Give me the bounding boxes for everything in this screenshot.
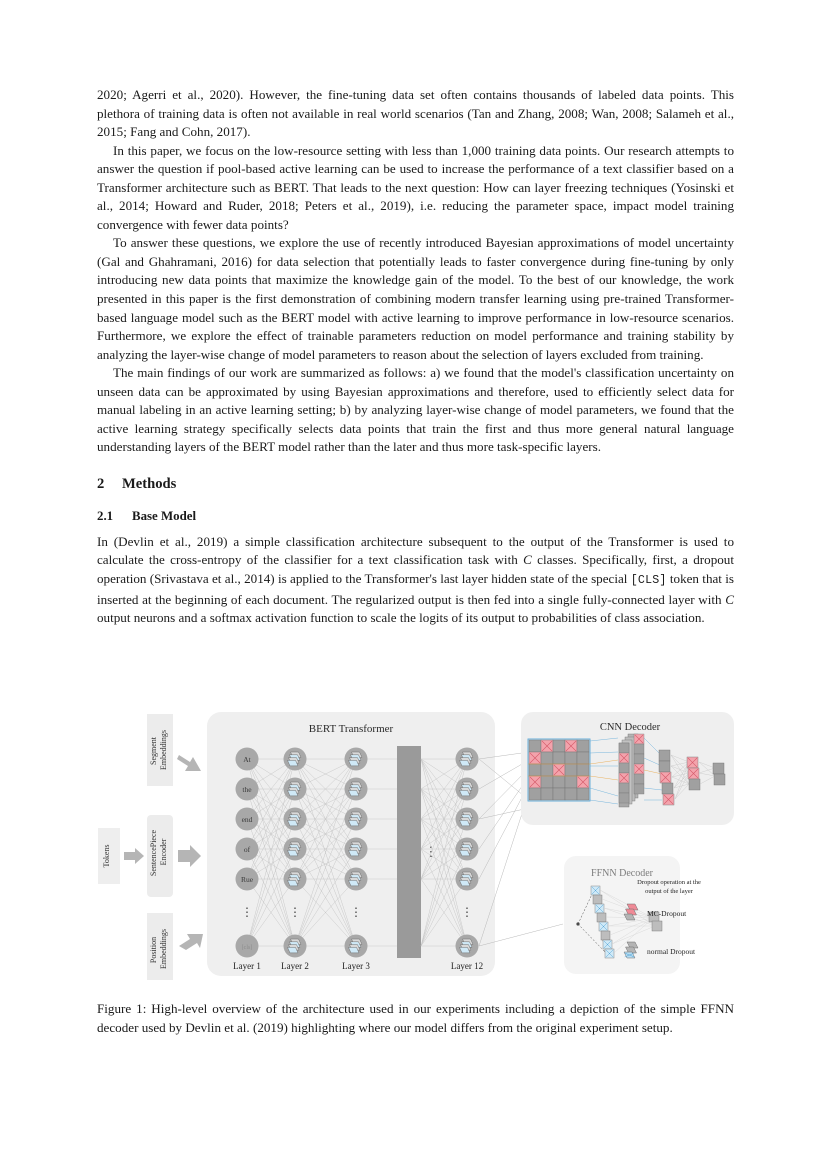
paper-body (97, 86, 734, 628)
layer3-ellipsis: ⋮ (350, 905, 362, 919)
token-label: the (242, 785, 252, 794)
bert-node (345, 748, 368, 771)
bert-node (456, 868, 479, 891)
figure-caption-text: High-level overview of the architecture used in our experiments including a depiction of the simple FFNN decoder used by Devlin et al. (2019) highlighting where our model differs from the original experiment setup. (97, 1001, 734, 1035)
arrow-tokens-to-encoder (124, 848, 144, 864)
subsection-number: 2.1 (97, 509, 114, 524)
position-label-line1: Position (149, 936, 158, 964)
token-node (236, 838, 259, 861)
subsection-title: Base Model (132, 509, 197, 524)
bert-node (284, 838, 307, 861)
symbol-c-2: C (725, 591, 734, 607)
paragraph-3: To answer these questions, we explore the use of recently introduced Bayesian approximations of model uncertainty (Gal and Ghahramani, 2016) for data selection that potentially leads to faster convergence during fine-tuning by only introducing new data points that maximize the knowledge gain of the model. To the best of our knowledge, the work presented in this paper is the first demonstration of combining modern transfer learning using pre-trained Transformer-based language model such as the BERT model with active learning to improve performance in low-resource scenarios. Furthermore, we explore the effect of trainable parameters reduction on model performance and training stability by analyzing the layer-wise change of model parameters to reason about the selection of layers excluded from training. (97, 235, 734, 362)
segment-label-line2: Embeddings (159, 730, 168, 770)
base-text-part3: token that is inserted at the beginning of each document. The regularized output is then fed into a single fully-connected layer with (97, 571, 734, 607)
symbol-c-1: C (523, 552, 532, 568)
bert-panel-title: BERT Transformer (308, 723, 394, 735)
token-label: Rue (240, 875, 254, 884)
token-label: At (243, 755, 251, 764)
section-heading-methods (97, 476, 734, 494)
segment-label-line1: Segment (149, 737, 158, 765)
bert-node (284, 868, 307, 891)
section-title: Methods (122, 475, 177, 492)
encoder-label-line1: SentencePiece (149, 829, 158, 877)
bert-node (456, 808, 479, 831)
input-sentencepiece-encoder-box (147, 815, 173, 897)
position-label-line2: Embeddings (159, 929, 168, 969)
arrow-segment-to-bert (177, 755, 201, 771)
base-text-part2: classes. Specifically, first, a dropout operation (Srivastava et al., 2014) is applied to the Transformer's last layer hidden state of the special (97, 552, 734, 587)
layer-label-12: Layer 12 (450, 961, 484, 971)
token-node (236, 808, 259, 831)
ffnn-input-dot (576, 922, 579, 925)
figure-1-architecture-diagram (97, 708, 734, 980)
ffnn-panel-title: FFNN Decoder (591, 868, 653, 879)
legend-normal-dropout-label: normal Dropout (647, 947, 696, 956)
bert-node (284, 778, 307, 801)
hidden-layers-ellipsis: ⋮ (424, 844, 438, 859)
paragraph-2: In this paper, we focus on the low-resource setting with less than 1,000 training data points. Our research attempts to answer the question if pool-based active learning can be used to increase the performance of a text classifier based on a Transformer architecture such as BERT. That leads to the next question: How can layer freezing techniques (Yosinski et al., 2014; Howard and Ruder, 2018; Peters et al., 2019), i.e. reducing the parameter space, impact model training convergence with fewer data points? (97, 142, 734, 232)
bert-node (456, 748, 479, 771)
figure-caption-label: Figure 1: (97, 1001, 147, 1016)
layer1-ellipsis: ⋮ (241, 905, 253, 919)
token-node (236, 748, 259, 771)
section-number: 2 (97, 475, 105, 492)
bert-node (456, 838, 479, 861)
token-label: of (243, 845, 251, 854)
paragraph-1: 2020; Agerri et al., 2020). However, the fine-tuning data set often contains thousands of labeled data points. This plethora of training data is often not available in real world scenarios (Tan and Zhang, 2008; Wan, 2008; Salameh et al., 2015; Fang and Cohn, 2017). (97, 87, 734, 140)
arrow-position-to-bert (179, 934, 203, 950)
cnn-output-node (713, 763, 725, 785)
cnn-dense-layer (687, 757, 700, 790)
input-tokens-box (98, 828, 120, 884)
cnn-input-grid (528, 739, 590, 801)
layer-label-3: Layer 3 (342, 961, 370, 971)
bert-node (345, 935, 368, 958)
input-tokens-label: Tokens (102, 844, 111, 868)
cnn-panel-title: CNN Decoder (599, 722, 661, 733)
arrow-encoder-to-bert (178, 845, 201, 867)
token-label-cls: [cls] (241, 945, 253, 951)
base-text-part4: output neurons and a softmax activation function to scale the logits of its output to probabilities of class association. (97, 610, 705, 626)
token-node (236, 868, 259, 891)
bert-node (345, 868, 368, 891)
bert-node (284, 748, 307, 771)
svg-text:Segment Embeddings (149, 730, 168, 770)
bert-node (345, 838, 368, 861)
paragraph-base-model (97, 533, 734, 628)
layer12-ellipsis: ⋮ (461, 905, 473, 919)
token-node (236, 778, 259, 801)
encoder-label-line2: Encoder (159, 838, 168, 866)
token-label: end (241, 815, 253, 824)
hidden-layers-bar (397, 746, 421, 958)
bert-node (284, 808, 307, 831)
bert-node (345, 808, 368, 831)
legend-title-line2: output of the layer (645, 888, 693, 895)
layer-label-2: Layer 2 (281, 961, 309, 971)
legend-title-line1: Dropout operation at the (637, 879, 701, 886)
bert-node (456, 778, 479, 801)
cls-token: [CLS] (630, 574, 667, 588)
legend-mc-dropout-label: MC-Dropout (647, 909, 687, 918)
bert-node (284, 935, 307, 958)
base-text-part1: In (Devlin et al., 2019) a simple classification architecture subsequent to the output of the Transformer is used to calculate the cross-entropy of the classifier for a text classification task with (97, 533, 734, 568)
token-node-cls (236, 935, 259, 958)
paragraph-4: The main findings of our work are summarized as follows: a) we found that the model's classification uncertainty on unseen data can be approximated by using Bayesian approximations and therefore, used to efficiently select data for manual labeling in an active learning setting; b) by analyzing layer-wise change of model parameters, we found that the active learning strategy specifically selects data points that train the first and thus more general natural language understanding layers of the BERT model rather than the later and thus more task-specific layers. (97, 365, 734, 455)
svg-text:Position Embeddings (149, 929, 168, 969)
layer-label-1: Layer 1 (233, 961, 261, 971)
layer2-ellipsis: ⋮ (289, 905, 301, 919)
bert-node (345, 778, 368, 801)
subsection-heading-base-model (97, 509, 734, 524)
bert-node (456, 935, 479, 958)
figure-caption (97, 1000, 734, 1037)
input-position-embeddings-box (147, 913, 173, 980)
input-segment-embeddings-box (147, 714, 173, 786)
